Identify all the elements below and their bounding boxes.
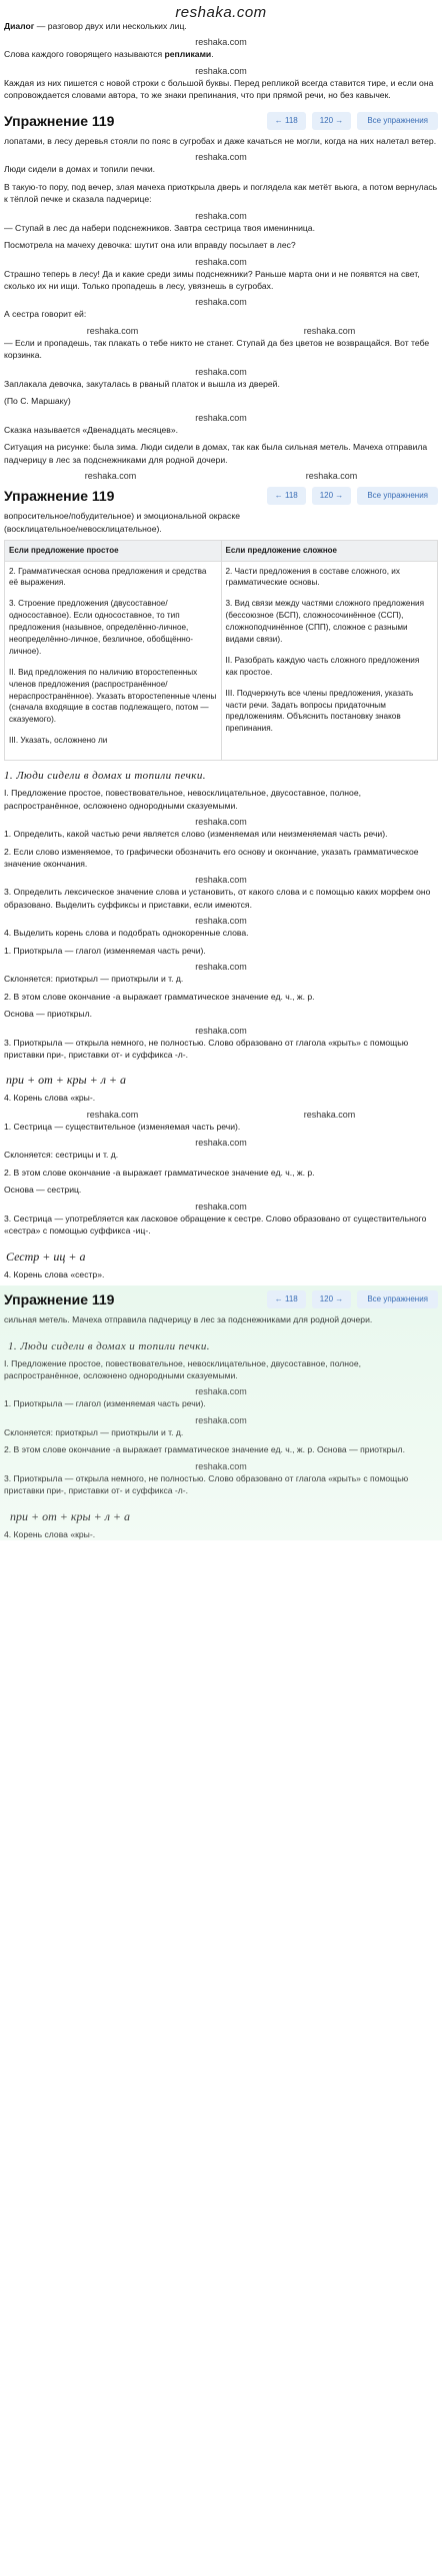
morpheme-scheme-1 [0, 1066, 442, 1092]
morpheme-scheme-2 [0, 1243, 442, 1269]
morpheme-text: Сестр + иц + а [6, 1249, 86, 1264]
watermark: reshaka.com [195, 817, 247, 828]
watermark: reshaka.com [195, 875, 247, 886]
watermark: reshaka.com [195, 412, 247, 423]
exercise-header [0, 107, 442, 135]
analysis-item: 1. Приоткрыла — глагол (изменяемая часть речи). [4, 945, 206, 956]
table-cell-simple [5, 561, 222, 761]
analysis-item: 2. В этом слове окончание -а выражает грамматическое значение ед. ч., ж. р. [4, 991, 315, 1002]
analysis-item: 3. Сестрица — употребляется как ласковое обращение к сестре. Слово образовано от существительного «сестра» с помощью суффикса -иц-. [4, 1213, 427, 1237]
all-exercises-button[interactable]: Все упражнения [357, 487, 438, 505]
watermark: reshaka.com [195, 962, 247, 973]
watermark: reshaka.com [303, 325, 356, 336]
analysis-item: 4. Корень слова «сестр». [4, 1269, 105, 1280]
watermark-row [4, 326, 438, 337]
watermark: reshaka.com [195, 366, 247, 377]
analysis-item: 2. В этом слове окончание -а выражает грамматическое значение ед. ч., ж. р. [4, 1167, 315, 1178]
exercise-header [0, 482, 442, 510]
repeat-item: 2. В этом слове окончание -а выражает грамматическое значение ед. ч., ж. р. Основа — приоткрыл. [4, 1444, 405, 1455]
analysis-item: Основа — сестриц. [4, 1185, 82, 1196]
table-intro-line: (восклицательное/невосклицательное). [4, 523, 162, 534]
exercise-nav [267, 1290, 438, 1308]
watermark: reshaka.com [195, 297, 247, 308]
story-section [0, 135, 442, 466]
repeat-item: 4. Корень слова «кры-. [4, 1528, 96, 1539]
analysis-table [4, 540, 438, 761]
watermark: reshaka.com [195, 210, 247, 221]
analysis-item: Склоняется: сестрицы и т. д. [4, 1150, 119, 1161]
table-item: III. Подчеркнуть все члены предложения, указать части речи. Задать вопросы придаточным предложениям. Объяснить постановку знаков препинания. [225, 688, 414, 734]
analysis-item: Основа — приоткрыл. [4, 1009, 93, 1020]
morpheme-text: при + от + кры + л + а [6, 1073, 127, 1088]
term-replicas: репликами [164, 49, 212, 60]
intro-p2-end: . [211, 49, 214, 60]
site-logo[interactable]: reshaka.com [175, 4, 267, 21]
term-dialog: Диалог [4, 21, 35, 31]
watermark-row [4, 1110, 438, 1121]
repeat-section [0, 1313, 442, 1540]
watermark: reshaka.com [195, 1414, 247, 1425]
analysis-item: 2. Если слово изменяемое, то графически обозначить его основу и окончание, указать грамматическое значение окончания. [4, 846, 419, 869]
prev-exercise-button[interactable]: ← 118 [267, 1290, 306, 1308]
exercise-nav [267, 487, 438, 505]
analysis-item: 3. Приоткрыла — открыла немного, не полностью. Слово образовано от глагола «крыть» с помощью приставки при-, приставки от- и суффикса -л-. [4, 1037, 409, 1061]
watermark: reshaka.com [195, 65, 247, 76]
repeat-block [0, 1286, 442, 1540]
analysis-item: 1. Сестрица — существительное (изменяемая часть речи). [4, 1121, 241, 1132]
analysis-item: 4. Корень слова «кры-. [4, 1093, 96, 1104]
story-paragraph: А сестра говорит ей: [4, 309, 87, 320]
table-item: 2. Части предложения в составе сложного, их грамматические основы. [225, 566, 400, 588]
exercise-title: Упражнение 119 [4, 112, 115, 129]
watermark: reshaka.com [86, 1109, 139, 1120]
intro-paragraph-2 [4, 48, 438, 60]
table-intro-line: вопросительное/побудительное) и эмоциональной окраске [4, 511, 240, 522]
story-paragraph: лопатами, в лесу деревья стояли по пояс в сугробах и даже качаться не могли, когда на них налетал ветер. [4, 135, 437, 146]
exercise-title: Упражнение 119 [4, 1290, 115, 1307]
watermark: reshaka.com [195, 1460, 247, 1471]
analysis-section-2 [0, 1092, 442, 1237]
story-paragraph: — Ступай в лес да набери подснежников. Завтра сестрица твоя именинница. [4, 222, 315, 233]
analysis-section [0, 787, 442, 1061]
repeat-item: Склоняется: приоткрыл — приоткрыли и т. д. [4, 1426, 184, 1437]
next-exercise-button[interactable]: 120 → [312, 487, 352, 505]
intro-p1-text: — разговор двух или нескольких лиц. [34, 21, 187, 31]
repeat-paragraph: сильная метель. Мачеха отправила падчерицу в лес за подснежниками для родной дочери. [4, 1314, 373, 1325]
table-item: II. Вид предложения по наличию второстепенных членов предложения (распространённое/нераспространённое). Указать второстепенные члены (сначала входящие в состав подлежащего, потом — сказуемого). [9, 667, 217, 725]
table-header-row [5, 540, 438, 561]
watermark: reshaka.com [195, 1386, 247, 1397]
watermark: reshaka.com [195, 1138, 247, 1149]
story-paragraph: Люди сидели в домах и топили печки. [4, 164, 156, 175]
table-item: 3. Вид связи между частями сложного предложения (бессоюзное (БСП), сложносочинённое (ССП), сложноподчинённое (СПП), сложное с разными видами связи). [225, 599, 425, 645]
watermark: reshaka.com [195, 256, 247, 267]
analysis-section-3 [0, 1269, 442, 1281]
repeat-item: 1. Приоткрыла — глагол (изменяемая часть речи). [4, 1398, 206, 1409]
story-paragraph: Страшно теперь в лесу! Да и какие среди зимы подснежники? Раньше марта они и не появятся на свет, сколько их ни ищи. Только пропадешь в лесу, увязнешь в сугробах. [4, 268, 420, 291]
next-exercise-button[interactable]: 120 → [312, 1290, 352, 1308]
repeat-summary: I. Предложение простое, повествовательное, невосклицательное, двусоставное, полное, распространённое, осложнено однородными сказуемыми. [4, 1357, 362, 1381]
table-item: 3. Строение предложения (двусоставное/односоставное). Если односоставное, то тип предложения (назывное, определённо-личное, неопределённо-личное, безличное, обобщённо-личное). [9, 599, 194, 656]
intro-section [0, 20, 442, 102]
watermark: reshaka.com [303, 1109, 356, 1120]
exercise-header [0, 1286, 442, 1313]
table-item: II. Разобрать каждую часть сложного предложения как простое. [225, 655, 420, 677]
exercise-nav [267, 112, 438, 130]
watermark: reshaka.com [195, 916, 247, 927]
table-item: III. Указать, осложнено ли [9, 736, 108, 746]
repeat-item: 3. Приоткрыла — открыла немного, не полностью. Слово образовано от глагола «крыть» с помощью приставки при-, приставки от- и суффикса -л-. [4, 1472, 409, 1496]
prev-exercise-button[interactable]: ← 118 [267, 487, 306, 505]
sentence-scheme: 1. Люди сидели в домах и топили печки. [8, 1339, 210, 1352]
story-paragraph: Посмотрела на мачеху девочка: шутит она или вправду посылает в лес? [4, 240, 296, 251]
all-exercises-button[interactable]: Все упражнения [357, 1290, 438, 1308]
watermark: reshaka.com [305, 471, 358, 482]
watermark: reshaka.com [195, 37, 247, 48]
prev-exercise-button[interactable]: ← 118 [267, 112, 306, 130]
watermark-row [0, 471, 442, 482]
story-source: (По С. Маршаку) [4, 396, 71, 407]
exercise-title: Упражнение 119 [4, 487, 115, 504]
next-exercise-button[interactable]: 120 → [312, 112, 352, 130]
all-exercises-button[interactable]: Все упражнения [357, 112, 438, 130]
story-paragraph: Ситуация на рисунке: была зима. Люди сидели в домах, так как была сильная метель. Мачеха отправила падчерицу в лес за подснежниками для родной дочери. [4, 442, 428, 465]
analysis-item: 1. Определить, какой частью речи является слово (изменяемая или неизменяемая часть речи). [4, 829, 388, 840]
watermark: reshaka.com [195, 1201, 247, 1212]
story-paragraph: Сказка называется «Двенадцать месяцев». [4, 424, 179, 435]
intro-paragraph-3: Каждая из них пишется с новой строки с большой буквы. Перед репликой всегда ставится тире, и если она сопровождается словами автора, то же знаки препинания, что при прямой речи, но без кавычек. [4, 77, 434, 101]
table-header-complex: Если предложение сложное [221, 540, 438, 561]
table-row [5, 561, 438, 761]
morpheme-scheme-1 [4, 1502, 438, 1528]
story-paragraph: — Если и пропадешь, так плакать о тебе никто не станет. Ступай да без цветов не возвращайся. Вот тебе корзинка. [4, 337, 430, 361]
watermark: reshaka.com [195, 152, 247, 163]
morpheme-text: при + от + кры + л + а [10, 1508, 131, 1523]
analysis-item: 4. Выделить корень слова и подобрать однокоренные слова. [4, 928, 249, 939]
sentence-scheme: 1. Люди сидели в домах и топили печки. [4, 770, 206, 783]
story-paragraph: Заплакала девочка, закуталась в рваный платок и вышла из дверей. [4, 378, 280, 389]
analysis-summary: I. Предложение простое, повествовательное, невосклицательное, двусоставное, полное, распространённое, осложнено однородными сказуемыми. [4, 788, 362, 811]
intro-p2-text: Слова каждого говорящего называются [4, 49, 165, 60]
table-cell-complex [221, 561, 438, 761]
table-item: 2. Грамматическая основа предложения и средства её выражения. [9, 566, 207, 588]
watermark: reshaka.com [84, 471, 137, 482]
analysis-item: 3. Определить лексическое значение слова и установить, от какого слова и с помощью каких морфем оно образовано. Выделить суффиксы и приставки, если имеются. [4, 887, 431, 910]
story-paragraph: В такую-то пору, под вечер, злая мачеха приоткрыла дверь и поглядела как метёт вьюга, а потом вернулась к тёплой печке и сказала падчерице: [4, 181, 438, 205]
watermark: reshaka.com [86, 325, 139, 336]
watermark: reshaka.com [195, 1025, 247, 1036]
table-header-simple: Если предложение простое [5, 540, 222, 561]
table-intro [0, 510, 442, 535]
analysis-item: Склоняется: приоткрыл — приоткрыли и т. д. [4, 974, 184, 985]
